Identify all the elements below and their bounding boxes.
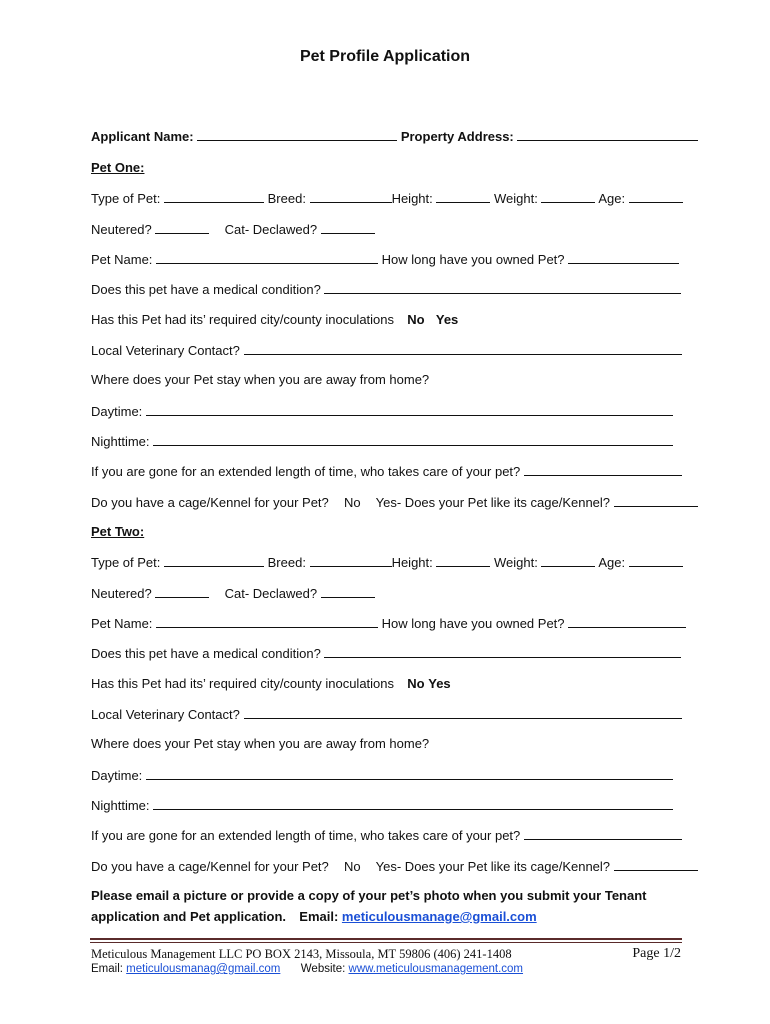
weight-field[interactable]: [541, 554, 595, 567]
footer-contact-row: [91, 963, 523, 975]
age-label: Age:: [598, 191, 626, 206]
pet-one-neutered-row: [91, 221, 375, 238]
daytime-label: Daytime:: [91, 404, 143, 419]
pet-one-daytime-row: [91, 403, 673, 420]
breed-label: Breed:: [267, 191, 306, 206]
pet-two-basics-row: [91, 554, 683, 571]
pet-one-vet-row: [91, 342, 682, 359]
pet-two-care-row: [91, 827, 682, 844]
footer-divider: [90, 938, 682, 940]
care-label: If you are gone for an extended length of time, who takes care of your pet?: [91, 464, 521, 479]
pet-one-care-row: [91, 463, 682, 480]
inoculations-yes-option[interactable]: Yes: [435, 312, 459, 327]
inoculations-label: Has this Pet had its’ required city/county inoculations: [91, 312, 395, 327]
daytime-label: Daytime:: [91, 768, 143, 783]
inoculations-no-option[interactable]: No: [407, 312, 425, 327]
vet-label: Local Veterinary Contact?: [91, 343, 240, 358]
declawed-label: Cat- Declawed?: [224, 222, 318, 237]
photo-note: [91, 885, 691, 927]
height-label: Height:: [391, 191, 433, 206]
owned-label: How long have you owned Pet?: [381, 616, 565, 631]
pet-one-basics-row: [91, 190, 683, 207]
pet-two-vet-row: [91, 706, 682, 723]
type-label: Type of Pet:: [91, 555, 161, 570]
pet-two-inoculations-row: [91, 676, 451, 692]
care-field[interactable]: [524, 827, 682, 840]
cage-label: Do you have a cage/Kennel for your Pet?: [91, 859, 329, 874]
inoculations-label: Has this Pet had its’ required city/county inoculations: [91, 676, 395, 691]
care-label: If you are gone for an extended length of time, who takes care of your pet?: [91, 828, 521, 843]
age-field[interactable]: [629, 190, 683, 203]
weight-label: Weight:: [494, 555, 538, 570]
weight-label: Weight:: [494, 191, 538, 206]
pet-two-name-row: [91, 615, 686, 632]
pet-name-field[interactable]: [156, 615, 378, 628]
pet-one-inoculations-row: [91, 312, 458, 328]
medical-field[interactable]: [324, 645, 681, 658]
footer-email-link[interactable]: meticulousmanag@gmail.com: [126, 963, 281, 975]
footer-website-label: Website:: [300, 963, 346, 975]
height-field[interactable]: [436, 554, 490, 567]
pet-one-nighttime-row: [91, 433, 673, 450]
daytime-field[interactable]: [146, 403, 673, 416]
nighttime-field[interactable]: [153, 797, 673, 810]
declawed-label: Cat- Declawed?: [224, 586, 318, 601]
applicant-name-field[interactable]: [197, 128, 397, 141]
cage-like-field[interactable]: [614, 858, 698, 871]
footer-divider-thin: [90, 942, 682, 943]
pet-two-nighttime-row: [91, 797, 673, 814]
applicant-name-label: Applicant Name:: [91, 129, 194, 144]
property-address-field[interactable]: [517, 128, 698, 141]
pet-one-stay-row: Where does your Pet stay when you are away from home?: [91, 372, 430, 387]
medical-label: Does this pet have a medical condition?: [91, 646, 321, 661]
type-field[interactable]: [164, 190, 264, 203]
pet-one-heading: Pet One:: [91, 160, 145, 175]
declawed-field[interactable]: [321, 221, 375, 234]
inoculations-yes-option[interactable]: Yes: [428, 676, 451, 691]
breed-label: Breed:: [267, 555, 306, 570]
pet-two-medical-row: [91, 645, 681, 662]
cage-no-option[interactable]: No: [344, 495, 361, 510]
vet-field[interactable]: [244, 706, 682, 719]
pet-two-cage-row: [91, 858, 698, 875]
height-label: Height:: [391, 555, 433, 570]
type-field[interactable]: [164, 554, 264, 567]
daytime-field[interactable]: [146, 767, 673, 780]
pet-two-daytime-row: [91, 767, 673, 784]
declawed-field[interactable]: [321, 585, 375, 598]
vet-field[interactable]: [244, 342, 682, 355]
pet-two-stay-row: Where does your Pet stay when you are away from home?: [91, 736, 430, 751]
vet-label: Local Veterinary Contact?: [91, 707, 240, 722]
photo-note-text: Please email a picture or provide a copy of your pet’s photo when you submit your Tenant application and Pet application.: [91, 888, 647, 924]
nighttime-label: Nighttime:: [91, 798, 150, 813]
page-title: Pet Profile Application: [299, 48, 471, 65]
pet-one-name-row: [91, 251, 679, 268]
cage-like-field[interactable]: [614, 494, 698, 507]
footer-website-link[interactable]: www.meticulousmanagement.com: [348, 963, 524, 975]
pet-name-field[interactable]: [156, 251, 378, 264]
height-field[interactable]: [436, 190, 490, 203]
pet-one-cage-row: [91, 494, 698, 511]
inoculations-no-option[interactable]: No: [407, 676, 425, 691]
medical-label: Does this pet have a medical condition?: [91, 282, 321, 297]
pet-name-label: Pet Name:: [91, 252, 153, 267]
applicant-row: [91, 128, 698, 145]
owned-field[interactable]: [568, 251, 679, 264]
neutered-field[interactable]: [155, 585, 209, 598]
age-field[interactable]: [629, 554, 683, 567]
breed-field[interactable]: [310, 190, 392, 203]
neutered-label: Neutered?: [91, 222, 152, 237]
pet-two-heading: Pet Two:: [91, 524, 145, 539]
owned-field[interactable]: [568, 615, 686, 628]
neutered-field[interactable]: [155, 221, 209, 234]
cage-label: Do you have a cage/Kennel for your Pet?: [91, 495, 329, 510]
pet-name-label: Pet Name:: [91, 616, 153, 631]
cage-yes-option[interactable]: Yes- Does your Pet like its cage/Kennel?: [375, 495, 611, 510]
nighttime-label: Nighttime:: [91, 434, 150, 449]
property-address-label: Property Address:: [400, 129, 514, 144]
type-label: Type of Pet:: [91, 191, 161, 206]
pet-one-medical-row: [91, 281, 681, 298]
weight-field[interactable]: [541, 190, 595, 203]
age-label: Age:: [598, 555, 626, 570]
owned-label: How long have you owned Pet?: [381, 252, 565, 267]
footer-company-info: Meticulous Management LLC PO BOX 2143, Missoula, MT 59806 (406) 241-1408: [91, 947, 512, 961]
nighttime-field[interactable]: [153, 433, 673, 446]
pet-two-neutered-row: [91, 585, 375, 602]
neutered-label: Neutered?: [91, 586, 152, 601]
medical-field[interactable]: [324, 281, 681, 294]
cage-yes-option[interactable]: Yes- Does your Pet like its cage/Kennel?: [375, 859, 611, 874]
photo-note-email-label: Email:: [299, 909, 339, 924]
care-field[interactable]: [524, 463, 682, 476]
breed-field[interactable]: [310, 554, 392, 567]
cage-no-option[interactable]: No: [344, 859, 361, 874]
photo-note-email-link[interactable]: meticulousmanage@gmail.com: [341, 909, 537, 924]
footer-email-label: Email:: [91, 963, 123, 975]
page-number: Page 1/2: [632, 946, 681, 961]
